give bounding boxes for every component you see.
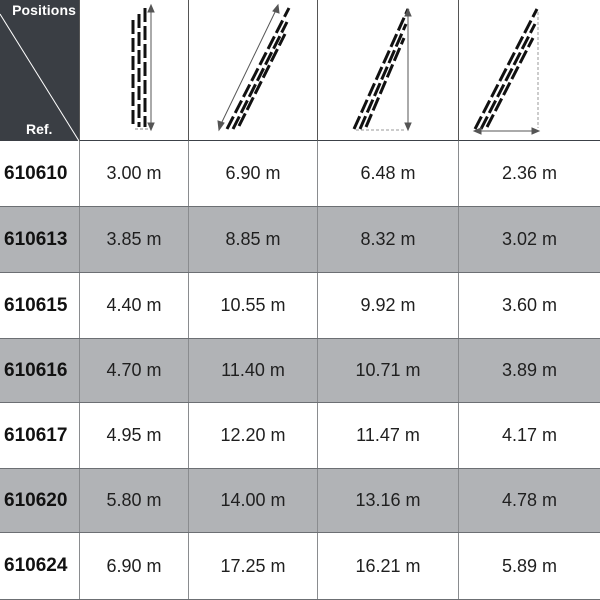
table-row: [0, 403, 600, 469]
base-distance-cell: 3.89 m: [458, 339, 600, 402]
base-distance-cell: 5.89 m: [458, 533, 600, 599]
extended-length-cell: 11.40 m: [188, 339, 317, 402]
closed-length-cell: 5.80 m: [79, 469, 188, 532]
closed-length-cell: 4.70 m: [79, 339, 188, 402]
extended-length-cell: 17.25 m: [188, 533, 317, 599]
diagonal-divider: [0, 0, 79, 141]
ref-cell: 610610: [4, 162, 68, 184]
table-row: [0, 533, 600, 600]
base-distance-cell: 4.78 m: [458, 469, 600, 532]
height-cell: 13.16 m: [317, 469, 458, 532]
base-distance-cell: 3.60 m: [458, 273, 600, 338]
extended-length-cell: 8.85 m: [188, 207, 317, 272]
base-distance-cell: 3.02 m: [458, 207, 600, 272]
table-row: [0, 207, 600, 273]
base-distance-cell: 2.36 m: [458, 141, 600, 206]
position-height-cell: [317, 0, 458, 141]
ref-cell: 610615: [4, 294, 68, 316]
table-row: [0, 469, 600, 533]
closed-length-cell: 3.85 m: [79, 207, 188, 272]
table-row: [0, 273, 600, 339]
positions-label: Positions: [12, 2, 76, 18]
closed-length-cell: 3.00 m: [79, 141, 188, 206]
extended-length-cell: 14.00 m: [188, 469, 317, 532]
ref-cell: 610617: [4, 424, 68, 446]
extended-length-cell: 12.20 m: [188, 403, 317, 468]
position-base-cell: [458, 0, 600, 141]
ladder-extended-length-icon: [189, 0, 318, 141]
ladder-closed-icon: [80, 0, 189, 141]
ladder-height-icon: [318, 0, 459, 141]
closed-length-cell: 4.95 m: [79, 403, 188, 468]
height-cell: 6.48 m: [317, 141, 458, 206]
table-header: [0, 0, 600, 141]
position-extended-cell: [188, 0, 317, 141]
base-distance-cell: 4.17 m: [458, 403, 600, 468]
height-cell: 9.92 m: [317, 273, 458, 338]
height-cell: 8.32 m: [317, 207, 458, 272]
ref-cell: 610616: [4, 359, 68, 381]
height-cell: 11.47 m: [317, 403, 458, 468]
ladder-base-distance-icon: [459, 0, 600, 141]
height-cell: 10.71 m: [317, 339, 458, 402]
table-row: [0, 339, 600, 403]
height-cell: 16.21 m: [317, 533, 458, 599]
ref-cell: 610620: [4, 489, 68, 511]
ref-cell: 610613: [4, 228, 68, 250]
table-row: [0, 141, 600, 207]
ref-cell: 610624: [4, 555, 68, 576]
header-corner-cell: [0, 0, 79, 141]
extended-length-cell: 10.55 m: [188, 273, 317, 338]
closed-length-cell: 6.90 m: [79, 533, 188, 599]
closed-length-cell: 4.40 m: [79, 273, 188, 338]
extended-length-cell: 6.90 m: [188, 141, 317, 206]
ref-label: Ref.: [26, 121, 53, 137]
position-closed-cell: [79, 0, 188, 141]
